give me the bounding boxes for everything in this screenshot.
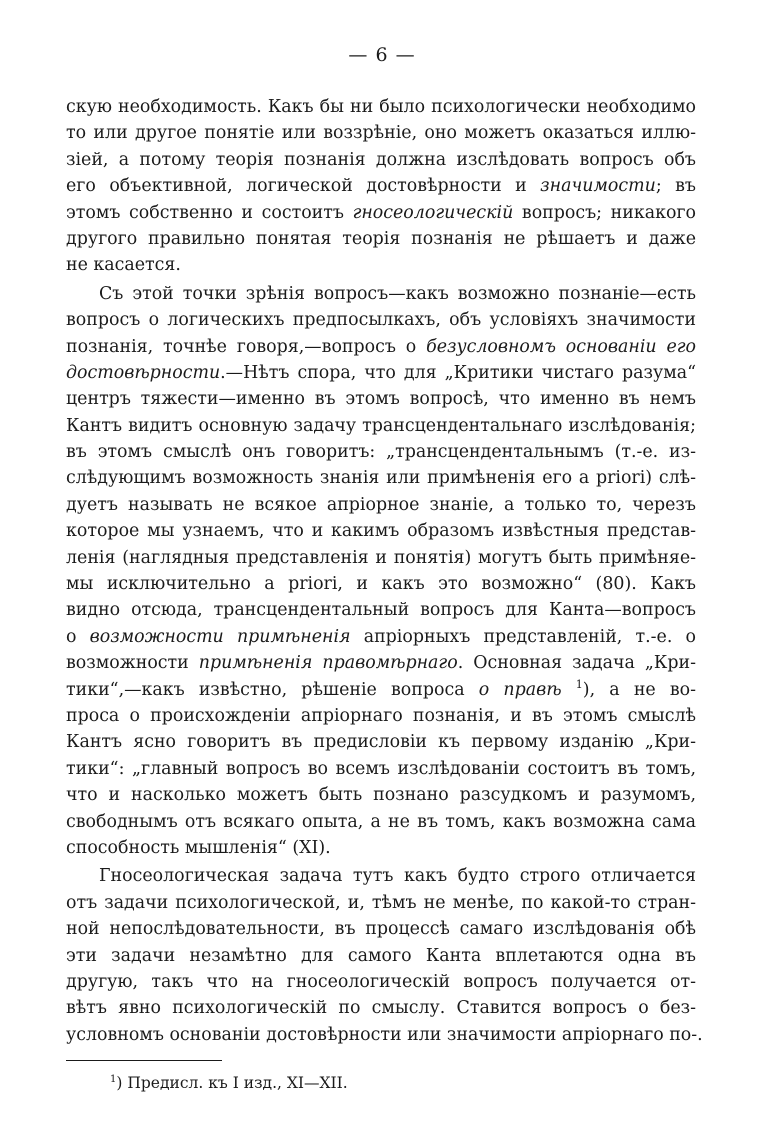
text-segment: тики“,—какъ извѣстно, рѣшеніе вопроса bbox=[66, 679, 479, 700]
text-line bbox=[66, 413, 696, 439]
text-line bbox=[66, 386, 696, 412]
text-line bbox=[66, 756, 696, 782]
page-number: — 6 — bbox=[348, 44, 416, 66]
text-line bbox=[66, 120, 696, 146]
text-segment: отъ задачи психологической, и, тѣмъ не менѣе, по какой-то стран- bbox=[66, 892, 696, 913]
text-line bbox=[66, 597, 696, 623]
text-line bbox=[66, 995, 696, 1021]
body-text bbox=[66, 94, 703, 1048]
text-line bbox=[66, 360, 696, 386]
text-segment: ной непослѣдовательности, въ процессѣ самаго изслѣдованія обѣ bbox=[66, 919, 696, 940]
emphasis-text: достовѣрности bbox=[66, 362, 221, 383]
text-line bbox=[66, 650, 696, 676]
text-line bbox=[66, 1022, 703, 1048]
emphasis-text: безусловномъ основаніи его bbox=[426, 336, 696, 357]
text-line bbox=[66, 226, 696, 252]
text-segment: Съ этой точки зрѣнія вопросъ—какъ возможно познаніе—есть bbox=[99, 283, 696, 304]
text-segment: другого правильно понятая теорія познанія не рѣшаетъ и даже bbox=[66, 228, 696, 249]
footnote-text: ) Предисл. къ I изд., XI—XII. bbox=[116, 1074, 348, 1093]
text-line bbox=[66, 200, 696, 226]
text-segment: .—Нѣтъ спора, что для „Критики чистаго разума“ bbox=[220, 362, 696, 383]
emphasis-text: возможности примѣненія bbox=[89, 626, 351, 647]
text-segment: свободнымъ отъ всякаго опыта, а не въ томъ, какъ возможна сама bbox=[66, 811, 696, 832]
text-segment: дуетъ называть не всякое апріорное знаніе, а только то, черезъ bbox=[66, 494, 696, 515]
text-line bbox=[66, 307, 696, 333]
text-segment: способность мышленія“ (XI). bbox=[66, 837, 331, 858]
text-segment: ; въ bbox=[655, 176, 696, 197]
text-line bbox=[66, 809, 696, 835]
text-segment: тики“: „главный вопросъ во всемъ изслѣдованіи состоитъ въ томъ, bbox=[66, 758, 696, 779]
footnote-reference: 1 bbox=[575, 677, 583, 691]
text-segment: зіей, а потому теорія познанія должна изслѣдовать вопросъ объ bbox=[66, 149, 696, 170]
footnote-marker: 1 bbox=[110, 1074, 117, 1085]
emphasis-text: о правѣ bbox=[478, 679, 562, 700]
text-line bbox=[66, 173, 696, 199]
text-segment: не касается. bbox=[66, 255, 181, 276]
text-line bbox=[66, 465, 696, 491]
text-segment: что и насколько можетъ быть познано разсудкомъ и разумомъ, bbox=[66, 785, 696, 806]
text-line bbox=[66, 252, 696, 278]
text-segment: апріорныхъ представленій, т.-е. о bbox=[350, 626, 697, 647]
text-segment: вопросъ о логическихъ предпосылкахъ, объ условіяхъ значимости bbox=[66, 310, 696, 331]
text-segment: которое мы узнаемъ, что и какимъ образомъ извѣстныя представ- bbox=[66, 521, 696, 542]
text-segment: скую необходимость. Какъ бы ни было психологически необходимо bbox=[66, 97, 696, 117]
text-segment: его объективной, логической достовѣрности и bbox=[66, 176, 541, 197]
text-line bbox=[66, 729, 696, 755]
text-segment: въ этомъ смыслѣ онъ говоритъ: „трансцендентальнымъ (т.-е. из- bbox=[66, 442, 696, 463]
text-segment: вопросъ; никакого bbox=[513, 202, 696, 223]
footnote-divider bbox=[66, 1060, 222, 1061]
emphasis-text: гносеологическій bbox=[352, 202, 514, 223]
text-line bbox=[66, 890, 696, 916]
text-segment: видно отсюда, трансцендентальный вопросъ для Канта—вопросъ bbox=[66, 600, 696, 621]
text-line bbox=[66, 147, 696, 173]
text-segment: ), а не во- bbox=[582, 679, 697, 700]
text-segment: Кантъ ясно говоритъ въ предисловіи къ первому изданію „Кри- bbox=[66, 732, 696, 753]
text-segment: о bbox=[66, 626, 90, 647]
text-segment: . Основная задача „Кри- bbox=[457, 653, 696, 674]
text-segment: возможности bbox=[66, 653, 199, 674]
emphasis-text: примѣненія правомѣрнаго bbox=[198, 653, 458, 674]
text-segment: проса о происхожденіи апріорнаго познанія, и въ этомъ смыслѣ bbox=[66, 705, 696, 726]
emphasis-text: значимости bbox=[540, 176, 656, 197]
text-segment: условномъ основаніи достовѣрности или значимости апріорнаго по-. bbox=[66, 1024, 703, 1045]
text-segment: то или другое понятіе или воззрѣніе, оно можетъ оказаться иллю- bbox=[66, 123, 696, 144]
text-line bbox=[66, 782, 696, 808]
text-segment: Кантъ видитъ основную задачу трансцендентальнаго изслѣдованія; bbox=[66, 415, 696, 436]
text-segment: Гносеологическая задача тутъ какъ будто строго отличается bbox=[99, 866, 696, 887]
text-segment: слѣдующимъ возможность знанія или примѣненія его a priori) слѣ- bbox=[66, 468, 696, 489]
text-segment bbox=[562, 680, 576, 700]
text-line bbox=[66, 624, 696, 650]
text-line bbox=[66, 334, 696, 360]
text-segment: другую, такъ что на гносеологическій вопросъ получается от- bbox=[66, 971, 696, 992]
text-line bbox=[66, 492, 696, 518]
text-segment: ленія (наглядныя представленія и понятія) могутъ быть примѣняе- bbox=[66, 547, 696, 568]
text-segment: центръ тяжести—именно въ этомъ вопросѣ, что именно въ немъ bbox=[66, 389, 696, 410]
text-line bbox=[66, 545, 696, 571]
footnote bbox=[110, 1074, 348, 1092]
text-line bbox=[66, 439, 696, 465]
text-segment: мы исключительно a priori, и какъ это возможно“ (80). Какъ bbox=[66, 574, 696, 595]
text-line bbox=[66, 969, 696, 995]
text-segment: эти задачи незамѣтно для самого Канта вплетаются одна въ bbox=[66, 945, 696, 966]
text-line bbox=[66, 916, 696, 942]
text-line bbox=[66, 94, 696, 120]
text-line bbox=[66, 677, 696, 703]
text-line bbox=[66, 571, 696, 597]
text-segment: вѣтъ явно психологическій по смыслу. Ставится вопросъ о без- bbox=[66, 998, 696, 1019]
text-line bbox=[66, 943, 696, 969]
text-line bbox=[66, 863, 696, 889]
text-segment: познанія, точнѣе говоря,—вопросъ о bbox=[66, 336, 427, 357]
text-line bbox=[66, 835, 696, 861]
text-segment: этомъ собственно и состоитъ bbox=[66, 202, 353, 223]
text-line bbox=[66, 518, 696, 544]
text-line bbox=[66, 703, 696, 729]
text-line bbox=[66, 281, 696, 307]
